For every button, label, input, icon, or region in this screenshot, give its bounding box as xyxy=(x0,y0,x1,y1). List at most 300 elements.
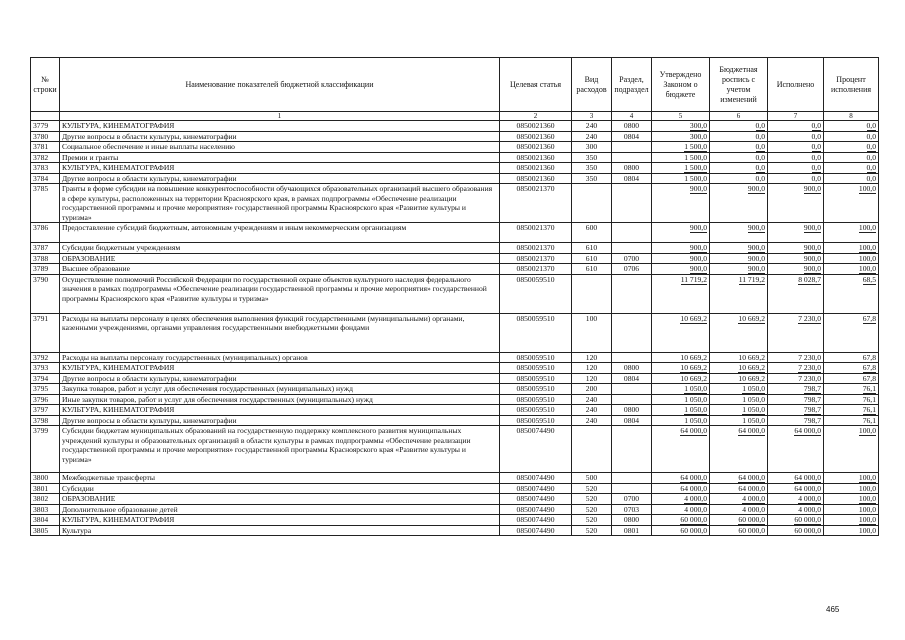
table-row xyxy=(31,243,879,254)
budget-list-amount-value: 0,0 xyxy=(755,163,765,172)
cell-expense-type: 240 xyxy=(572,131,612,142)
approved-amount-value: 10 669,2 xyxy=(680,363,707,372)
cell-percent-executed xyxy=(824,264,879,275)
executed-amount-value: 7 230,0 xyxy=(798,352,821,362)
cell-row-number: 3796 xyxy=(31,394,60,405)
cell-target-article: 0850021370 xyxy=(500,243,572,254)
column-number: 3 xyxy=(572,112,612,121)
approved-amount-value: 900,0 xyxy=(689,184,707,193)
cell-executed-amount xyxy=(768,264,824,275)
cell-percent-executed xyxy=(824,152,879,163)
cell-budget-list-amount xyxy=(710,504,768,515)
cell-indicator-name: Иные закупки товаров, работ и услуг для обеспечения государственных (муниципальных) нужд xyxy=(60,394,500,405)
cell-section-code xyxy=(612,473,652,484)
cell-row-number: 3783 xyxy=(31,163,60,174)
cell-target-article: 0850059510 xyxy=(500,394,572,405)
cell-percent-executed xyxy=(824,243,879,254)
percent-executed-value: 67,8 xyxy=(862,313,876,323)
column-number: 8 xyxy=(824,112,879,121)
table-row xyxy=(31,121,879,132)
cell-executed-amount xyxy=(768,152,824,163)
table-row xyxy=(31,253,879,264)
table-row xyxy=(31,131,879,142)
cell-budget-list-amount xyxy=(710,313,768,352)
cell-target-article: 0850021360 xyxy=(500,152,572,163)
cell-indicator-name: Предоставление субсидий бюджетным, автономным учреждениям и иным некоммерческим организациям xyxy=(60,223,500,243)
cell-section-code xyxy=(612,152,652,163)
percent-executed-value: 67,8 xyxy=(862,352,876,362)
percent-executed-value: 76,1 xyxy=(862,394,876,404)
executed-amount-value: 900,0 xyxy=(803,253,821,263)
table-row xyxy=(31,163,879,174)
executed-amount-value: 798,7 xyxy=(803,384,821,393)
cell-expense-type: 520 xyxy=(572,515,612,526)
approved-amount-value: 300,0 xyxy=(689,121,707,130)
cell-budget-list-amount xyxy=(710,405,768,416)
cell-indicator-name: Субсидии бюджетным учреждениям xyxy=(60,243,500,254)
budget-list-amount-value: 64 000,0 xyxy=(738,426,765,435)
cell-expense-type xyxy=(572,274,612,313)
cell-executed-amount xyxy=(768,373,824,384)
column-number: 5 xyxy=(652,112,710,121)
cell-indicator-name: Другие вопросы в области культуры, кинематографии xyxy=(60,373,500,384)
budget-list-amount-value: 4 000,0 xyxy=(742,504,765,514)
header-row xyxy=(31,58,879,112)
cell-target-article: 0850074490 xyxy=(500,525,572,536)
cell-expense-type: 350 xyxy=(572,152,612,163)
column-number: 7 xyxy=(768,112,824,121)
cell-row-number: 3789 xyxy=(31,264,60,275)
cell-section-code xyxy=(612,394,652,405)
cell-executed-amount xyxy=(768,415,824,426)
cell-section-code: 0700 xyxy=(612,253,652,264)
cell-approved-amount xyxy=(652,152,710,163)
cell-expense-type: 120 xyxy=(572,363,612,374)
budget-list-amount-value: 1 050,0 xyxy=(742,415,765,425)
table-row xyxy=(31,184,879,223)
cell-expense-type: 240 xyxy=(572,394,612,405)
cell-expense-type: 350 xyxy=(572,163,612,174)
cell-percent-executed xyxy=(824,142,879,153)
percent-executed-value: 100,0 xyxy=(858,494,876,503)
percent-executed-value: 68,5 xyxy=(862,274,876,284)
executed-amount-value: 798,7 xyxy=(803,405,821,414)
cell-budget-list-amount xyxy=(710,363,768,374)
cell-section-code: 0804 xyxy=(612,131,652,142)
executed-amount-value: 8 028,7 xyxy=(798,274,821,284)
cell-budget-list-amount xyxy=(710,473,768,484)
approved-amount-value: 10 669,2 xyxy=(680,313,707,323)
cell-row-number: 3790 xyxy=(31,274,60,313)
cell-executed-amount xyxy=(768,504,824,515)
cell-approved-amount xyxy=(652,121,710,132)
percent-executed-value: 100,0 xyxy=(858,184,876,193)
cell-approved-amount xyxy=(652,142,710,153)
cell-section-code xyxy=(612,352,652,363)
cell-indicator-name: КУЛЬТУРА, КИНЕМАТОГРАФИЯ xyxy=(60,405,500,416)
cell-section-code: 0804 xyxy=(612,415,652,426)
budget-list-amount-value: 11 719,2 xyxy=(738,274,765,284)
percent-executed-value: 76,1 xyxy=(862,405,876,414)
executed-amount-value: 64 000,0 xyxy=(794,473,821,482)
cell-executed-amount xyxy=(768,363,824,374)
cell-expense-type xyxy=(572,184,612,223)
cell-budget-list-amount xyxy=(710,253,768,264)
cell-executed-amount xyxy=(768,274,824,313)
table-row xyxy=(31,363,879,374)
table-row xyxy=(31,394,879,405)
approved-amount-value: 900,0 xyxy=(689,243,707,252)
cell-executed-amount xyxy=(768,473,824,484)
cell-row-number: 3795 xyxy=(31,384,60,395)
cell-indicator-name: КУЛЬТУРА, КИНЕМАТОГРАФИЯ xyxy=(60,515,500,526)
cell-approved-amount xyxy=(652,504,710,515)
cell-expense-type: 240 xyxy=(572,415,612,426)
header-approved: Утверждено Законом о бюджете xyxy=(652,58,710,112)
cell-target-article: 0850074490 xyxy=(500,426,572,473)
budget-list-amount-value: 900,0 xyxy=(747,264,765,273)
approved-amount-value: 1 500,0 xyxy=(684,142,707,151)
cell-approved-amount xyxy=(652,384,710,395)
header-section: Раздел, подраздел xyxy=(612,58,652,112)
cell-budget-list-amount xyxy=(710,373,768,384)
cell-target-article: 0850074490 xyxy=(500,473,572,484)
cell-percent-executed xyxy=(824,426,879,473)
cell-percent-executed xyxy=(824,394,879,405)
cell-indicator-name: Другие вопросы в области культуры, кинематографии xyxy=(60,173,500,184)
budget-list-amount-value: 0,0 xyxy=(755,121,765,130)
cell-approved-amount xyxy=(652,243,710,254)
budget-list-amount-value: 10 669,2 xyxy=(738,352,765,362)
cell-section-code xyxy=(612,142,652,153)
approved-amount-value: 64 000,0 xyxy=(680,483,707,493)
table-row xyxy=(31,504,879,515)
cell-target-article: 0850059510 xyxy=(500,352,572,363)
cell-target-article: 0850021360 xyxy=(500,173,572,184)
cell-percent-executed xyxy=(824,494,879,505)
cell-approved-amount xyxy=(652,483,710,494)
cell-row-number: 3802 xyxy=(31,494,60,505)
cell-executed-amount xyxy=(768,483,824,494)
cell-percent-executed xyxy=(824,504,879,515)
cell-percent-executed xyxy=(824,525,879,536)
cell-approved-amount xyxy=(652,426,710,473)
cell-expense-type: 240 xyxy=(572,121,612,132)
cell-expense-type: 520 xyxy=(572,504,612,515)
cell-indicator-name: ОБРАЗОВАНИЕ xyxy=(60,253,500,264)
cell-expense-type: 520 xyxy=(572,483,612,494)
budget-table-page xyxy=(30,57,879,536)
percent-executed-value: 76,1 xyxy=(862,415,876,425)
budget-list-amount-value: 0,0 xyxy=(755,173,765,183)
table-row xyxy=(31,152,879,163)
cell-budget-list-amount xyxy=(710,173,768,184)
cell-percent-executed xyxy=(824,184,879,223)
cell-target-article: 0850021360 xyxy=(500,121,572,132)
cell-approved-amount xyxy=(652,313,710,352)
cell-indicator-name: Дополнительное образование детей xyxy=(60,504,500,515)
cell-approved-amount xyxy=(652,373,710,384)
table-row xyxy=(31,384,879,395)
cell-section-code: 0804 xyxy=(612,373,652,384)
cell-target-article: 0850059510 xyxy=(500,384,572,395)
cell-executed-amount xyxy=(768,253,824,264)
cell-approved-amount xyxy=(652,131,710,142)
column-number: 4 xyxy=(612,112,652,121)
cell-expense-type: 600 xyxy=(572,223,612,243)
cell-target-article: 0850059510 xyxy=(500,415,572,426)
cell-indicator-name: Социальное обеспечение и иные выплаты населению xyxy=(60,142,500,153)
cell-section-code xyxy=(612,223,652,243)
cell-section-code xyxy=(612,274,652,313)
cell-target-article: 0850059510 xyxy=(500,373,572,384)
cell-percent-executed xyxy=(824,223,879,243)
percent-executed-value: 0,0 xyxy=(866,131,876,141)
percent-executed-value: 100,0 xyxy=(858,483,876,493)
table-row xyxy=(31,313,879,352)
cell-target-article: 0850021370 xyxy=(500,253,572,264)
budget-list-amount-value: 60 000,0 xyxy=(738,525,765,535)
cell-approved-amount xyxy=(652,405,710,416)
cell-executed-amount xyxy=(768,352,824,363)
cell-approved-amount xyxy=(652,494,710,505)
cell-row-number: 3794 xyxy=(31,373,60,384)
executed-amount-value: 0,0 xyxy=(811,121,821,130)
cell-indicator-name: Премии и гранты xyxy=(60,152,500,163)
cell-percent-executed xyxy=(824,384,879,395)
percent-executed-value: 0,0 xyxy=(866,152,876,162)
percent-executed-value: 67,8 xyxy=(862,373,876,383)
cell-section-code: 0800 xyxy=(612,363,652,374)
cell-indicator-name: Расходы на выплаты персоналу государственных (муниципальных) органов xyxy=(60,352,500,363)
cell-budget-list-amount xyxy=(710,384,768,395)
cell-expense-type: 520 xyxy=(572,525,612,536)
percent-executed-value: 0,0 xyxy=(866,121,876,130)
cell-section-code: 0804 xyxy=(612,173,652,184)
executed-amount-value: 798,7 xyxy=(803,415,821,425)
cell-row-number: 3787 xyxy=(31,243,60,254)
cell-row-number: 3788 xyxy=(31,253,60,264)
table-row xyxy=(31,142,879,153)
table-row xyxy=(31,494,879,505)
cell-approved-amount xyxy=(652,352,710,363)
cell-target-article: 0850074490 xyxy=(500,494,572,505)
cell-approved-amount xyxy=(652,173,710,184)
executed-amount-value: 798,7 xyxy=(803,394,821,404)
cell-row-number: 3792 xyxy=(31,352,60,363)
executed-amount-value: 0,0 xyxy=(811,142,821,151)
cell-budget-list-amount xyxy=(710,394,768,405)
cell-row-number: 3782 xyxy=(31,152,60,163)
percent-executed-value: 100,0 xyxy=(858,525,876,535)
table-row xyxy=(31,274,879,313)
budget-list-amount-value: 64 000,0 xyxy=(738,483,765,493)
cell-row-number: 3804 xyxy=(31,515,60,526)
cell-approved-amount xyxy=(652,415,710,426)
cell-target-article: 0850021370 xyxy=(500,184,572,223)
budget-list-amount-value: 10 669,2 xyxy=(738,373,765,383)
column-number-row xyxy=(31,112,879,121)
cell-percent-executed xyxy=(824,473,879,484)
cell-section-code: 0800 xyxy=(612,515,652,526)
cell-executed-amount xyxy=(768,243,824,254)
cell-executed-amount xyxy=(768,426,824,473)
table-row xyxy=(31,515,879,526)
cell-row-number: 3793 xyxy=(31,363,60,374)
cell-budget-list-amount xyxy=(710,223,768,243)
budget-list-amount-value: 60 000,0 xyxy=(738,515,765,524)
cell-budget-list-amount xyxy=(710,142,768,153)
cell-expense-type: 610 xyxy=(572,253,612,264)
budget-list-amount-value: 0,0 xyxy=(755,152,765,162)
cell-expense-type: 120 xyxy=(572,352,612,363)
column-number: 6 xyxy=(710,112,768,121)
cell-percent-executed xyxy=(824,415,879,426)
percent-executed-value: 67,8 xyxy=(862,363,876,372)
cell-section-code xyxy=(612,384,652,395)
cell-expense-type: 610 xyxy=(572,264,612,275)
cell-executed-amount xyxy=(768,184,824,223)
approved-amount-value: 1 050,0 xyxy=(684,405,707,414)
cell-section-code: 0801 xyxy=(612,525,652,536)
percent-executed-value: 76,1 xyxy=(862,384,876,393)
table-row xyxy=(31,264,879,275)
cell-indicator-name: Высшее образование xyxy=(60,264,500,275)
header-target-article: Целевая статья xyxy=(500,58,572,112)
cell-row-number: 3784 xyxy=(31,173,60,184)
cell-expense-type: 240 xyxy=(572,405,612,416)
cell-target-article: 0850021360 xyxy=(500,131,572,142)
cell-target-article: 0850074490 xyxy=(500,504,572,515)
budget-list-amount-value: 10 669,2 xyxy=(738,313,765,323)
table-row xyxy=(31,483,879,494)
executed-amount-value: 900,0 xyxy=(803,223,821,232)
cell-indicator-name: Гранты в форме субсидии на повышение конкурентоспособности обучающихся образовательных организаций высшего образования в сфере культуры, расположенных на территории Красноярского края, в рамках подпрограммы «Обеспечение реализации государственной программы и прочие мероприятия» государственной программы Красноярского края «Развитие культуры и туризма» xyxy=(60,184,500,223)
budget-list-amount-value: 0,0 xyxy=(755,131,765,141)
cell-indicator-name: Культура xyxy=(60,525,500,536)
cell-approved-amount xyxy=(652,363,710,374)
cell-percent-executed xyxy=(824,163,879,174)
percent-executed-value: 100,0 xyxy=(858,253,876,263)
approved-amount-value: 10 669,2 xyxy=(680,352,707,362)
cell-row-number: 3800 xyxy=(31,473,60,484)
approved-amount-value: 900,0 xyxy=(689,264,707,273)
cell-target-article: 0850021370 xyxy=(500,264,572,275)
header-percent: Процент исполнения xyxy=(824,58,879,112)
cell-budget-list-amount xyxy=(710,352,768,363)
percent-executed-value: 100,0 xyxy=(858,223,876,232)
approved-amount-value: 4 000,0 xyxy=(684,494,707,503)
cell-percent-executed xyxy=(824,121,879,132)
cell-budget-list-amount xyxy=(710,131,768,142)
cell-approved-amount xyxy=(652,515,710,526)
cell-indicator-name: Закупка товаров, работ и услуг для обеспечения государственных (муниципальных) нужд xyxy=(60,384,500,395)
cell-percent-executed xyxy=(824,253,879,264)
cell-approved-amount xyxy=(652,223,710,243)
cell-executed-amount xyxy=(768,131,824,142)
cell-row-number: 3791 xyxy=(31,313,60,352)
table-body xyxy=(31,121,879,536)
approved-amount-value: 1 500,0 xyxy=(684,173,707,183)
executed-amount-value: 900,0 xyxy=(803,264,821,273)
cell-expense-type: 300 xyxy=(572,142,612,153)
percent-executed-value: 0,0 xyxy=(866,142,876,151)
cell-row-number: 3798 xyxy=(31,415,60,426)
cell-percent-executed xyxy=(824,405,879,416)
cell-indicator-name: Субсидии бюджетам муниципальных образований на государственную поддержку комплексного развития муниципальных учреждений культуры и образовательных организаций в области культуры в рамках подпрограммы «Обеспечение реализации государственной программы и прочие мероприятия» государственной программы Красноярского края «Развитие культуры и туризма» xyxy=(60,426,500,473)
percent-executed-value: 0,0 xyxy=(866,173,876,183)
budget-list-amount-value: 900,0 xyxy=(747,184,765,193)
cell-executed-amount xyxy=(768,121,824,132)
cell-expense-type: 350 xyxy=(572,173,612,184)
cell-section-code xyxy=(612,184,652,223)
approved-amount-value: 1 050,0 xyxy=(684,384,707,393)
header-executed: Исполнено xyxy=(768,58,824,112)
table-row xyxy=(31,223,879,243)
column-number-spacer xyxy=(31,112,60,121)
cell-indicator-name: Субсидии xyxy=(60,483,500,494)
table-row xyxy=(31,415,879,426)
cell-indicator-name: Расходы на выплаты персоналу в целях обеспечения выполнения функций государственными (муниципальными) органами, казенными учреждениями, органами управления государственными внебюджетными фондами xyxy=(60,313,500,352)
cell-budget-list-amount xyxy=(710,264,768,275)
budget-list-amount-value: 10 669,2 xyxy=(738,363,765,372)
executed-amount-value: 4 000,0 xyxy=(798,504,821,514)
executed-amount-value: 7 230,0 xyxy=(798,373,821,383)
budget-list-amount-value: 0,0 xyxy=(755,142,765,151)
cell-budget-list-amount xyxy=(710,184,768,223)
approved-amount-value: 10 669,2 xyxy=(680,373,707,383)
cell-executed-amount xyxy=(768,173,824,184)
approved-amount-value: 60 000,0 xyxy=(680,525,707,535)
cell-approved-amount xyxy=(652,264,710,275)
header-row-number: № строки xyxy=(31,58,60,112)
cell-budget-list-amount xyxy=(710,121,768,132)
percent-executed-value: 100,0 xyxy=(858,243,876,252)
cell-row-number: 3785 xyxy=(31,184,60,223)
cell-row-number: 3786 xyxy=(31,223,60,243)
executed-amount-value: 0,0 xyxy=(811,152,821,162)
cell-expense-type: 100 xyxy=(572,313,612,352)
executed-amount-value: 4 000,0 xyxy=(798,494,821,503)
cell-percent-executed xyxy=(824,173,879,184)
cell-expense-type: 500 xyxy=(572,473,612,484)
cell-executed-amount xyxy=(768,163,824,174)
cell-expense-type xyxy=(572,426,612,473)
cell-approved-amount xyxy=(652,163,710,174)
page-number: 465 xyxy=(826,605,840,614)
approved-amount-value: 1 500,0 xyxy=(684,152,707,162)
percent-executed-value: 100,0 xyxy=(858,426,876,435)
budget-list-amount-value: 900,0 xyxy=(747,243,765,252)
approved-amount-value: 300,0 xyxy=(689,131,707,141)
cell-executed-amount xyxy=(768,525,824,536)
cell-section-code: 0800 xyxy=(612,121,652,132)
executed-amount-value: 900,0 xyxy=(803,184,821,193)
cell-section-code: 0800 xyxy=(612,163,652,174)
cell-target-article: 0850021360 xyxy=(500,163,572,174)
cell-approved-amount xyxy=(652,525,710,536)
cell-target-article: 0850074490 xyxy=(500,483,572,494)
budget-list-amount-value: 1 050,0 xyxy=(742,394,765,404)
cell-budget-list-amount xyxy=(710,426,768,473)
cell-approved-amount xyxy=(652,394,710,405)
cell-row-number: 3805 xyxy=(31,525,60,536)
approved-amount-value: 64 000,0 xyxy=(680,473,707,482)
cell-budget-list-amount xyxy=(710,163,768,174)
cell-percent-executed xyxy=(824,274,879,313)
cell-budget-list-amount xyxy=(710,152,768,163)
cell-section-code: 0800 xyxy=(612,405,652,416)
